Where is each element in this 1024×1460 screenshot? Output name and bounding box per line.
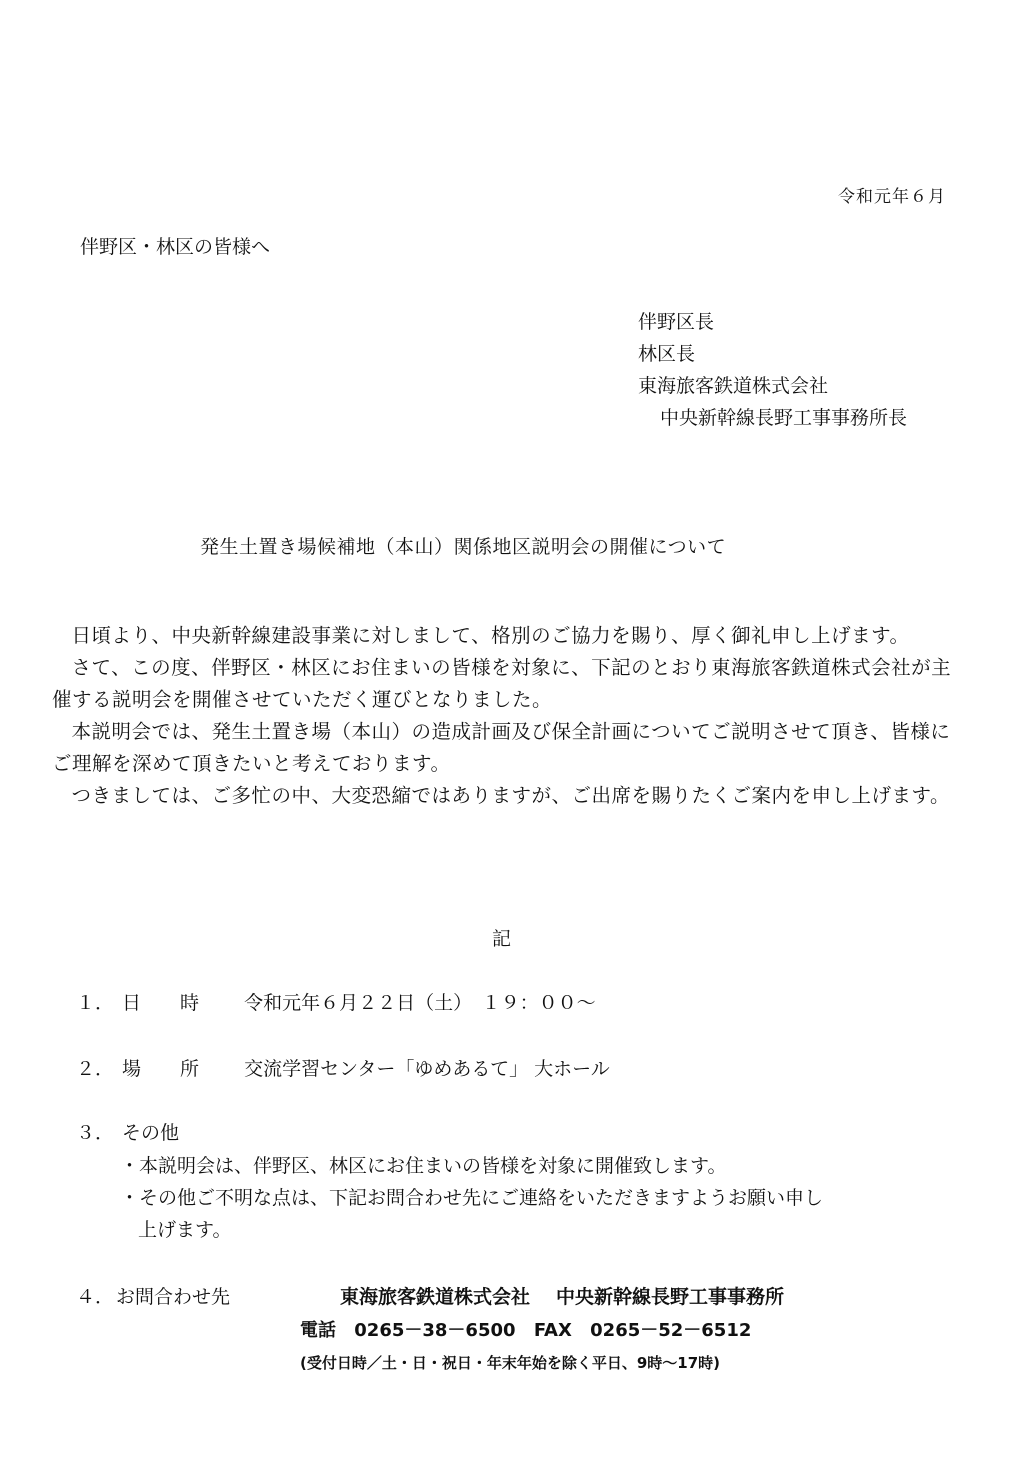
phone-number: 0265－38－6500 [354, 1320, 516, 1341]
item-number: ３． [76, 1122, 115, 1144]
item-value: 交流学習センター「ゆめあるて」 大ホール [244, 1058, 610, 1080]
item-label: その他 [122, 1122, 180, 1144]
fax-label: FAX [533, 1320, 572, 1341]
item-location [76, 1054, 610, 1081]
body-text [52, 620, 952, 812]
item-contact [76, 1282, 784, 1309]
sender-line: 伴野区長 [638, 311, 715, 333]
fax-number: 0265－52－6512 [590, 1320, 752, 1341]
item-number: ２． [76, 1058, 115, 1080]
other-bullet-text: ・その他ご不明な点は、下記お問合わせ先にご連絡をいただきますようお願い申し [120, 1187, 824, 1209]
contact-hours: (受付日時／土・日・祝日・年末年始を除く平日、9時～17時) [300, 1354, 721, 1372]
sender-line: 林区長 [638, 343, 696, 365]
document-date: 令和元年６月 [838, 187, 946, 207]
body-paragraph: つきましては、ご多忙の中、大変恐縮ではありますが、ご出席を賜りたくご案内を申し上げます。 [71, 784, 950, 807]
contact-office: 中央新幹線長野工事事務所 [556, 1286, 785, 1308]
other-bullet [120, 1182, 950, 1246]
contact-phone-line [300, 1316, 763, 1342]
sender-line: 東海旅客鉄道株式会社 [638, 375, 829, 397]
contact-organization: 東海旅客鉄道株式会社 [340, 1286, 531, 1308]
item-value: 令和元年６月２２日（土） １９：００～ [244, 992, 596, 1014]
item-other [76, 1118, 179, 1145]
ki-heading: 記 [492, 928, 512, 950]
item-datetime [76, 988, 596, 1015]
addressee: 伴野区・林区の皆様へ [80, 236, 271, 258]
body-paragraph: さて、この度、伴野区・林区にお住まいの皆様を対象に、下記のとおり東海旅客鉄道株式会社が主催する説明会を開催させていただく運びとなりました。 [52, 656, 952, 711]
document-title: 発生土置き場候補地（本山）関係地区説明会の開催について [200, 536, 727, 558]
item-label: 日 時 [122, 992, 210, 1014]
item-number: １． [76, 992, 115, 1014]
item-label: 場 所 [122, 1058, 210, 1080]
sender-line: 中央新幹線長野工事事務所長 [660, 407, 908, 429]
sender-block [638, 306, 907, 434]
body-paragraph: 本説明会では、発生土置き場（本山）の造成計画及び保全計画についてご説明させて頂き、皆様にご理解を深めて頂きたいと考えております。 [52, 720, 951, 775]
other-bullet: ・本説明会は、伴野区、林区にお住まいの皆様を対象に開催致します。 [120, 1155, 727, 1177]
body-paragraph: 日頃より、中央新幹線建設事業に対しまして、格別のご協力を賜り、厚く御礼申し上げます。 [71, 624, 910, 647]
phone-label: 電話 [300, 1320, 336, 1341]
item-label: お問合わせ先 [116, 1286, 231, 1308]
other-bullet-continuation: 上げます。 [138, 1219, 232, 1241]
item-number: ４． [76, 1286, 115, 1308]
